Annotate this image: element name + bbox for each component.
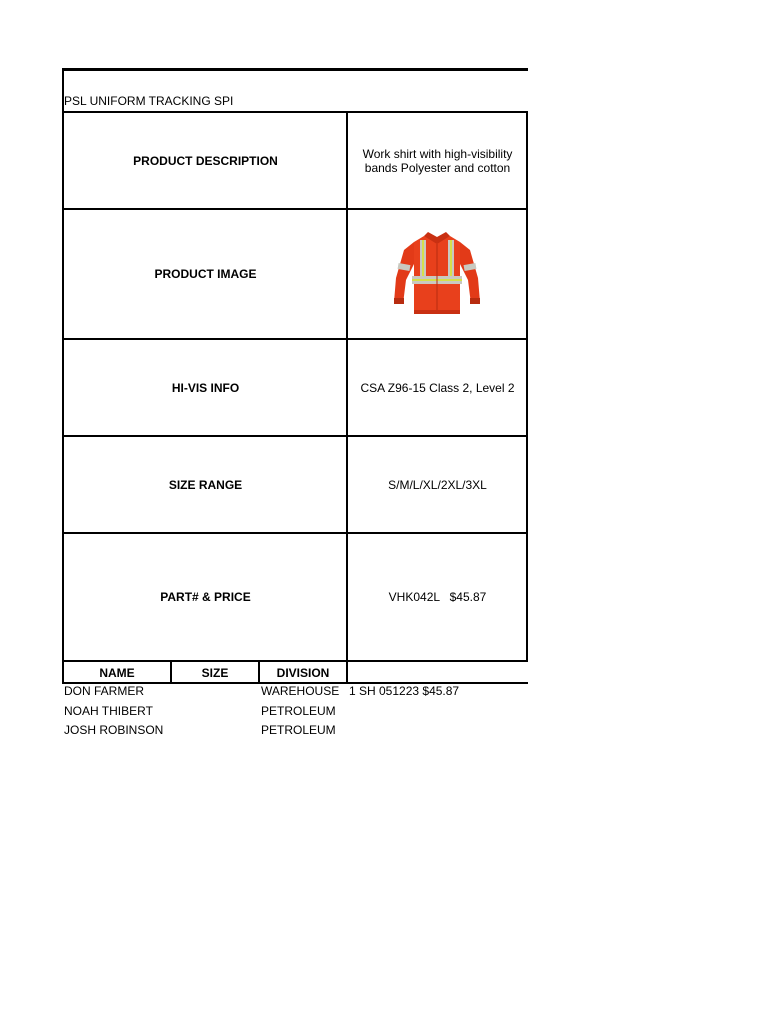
entry-division: PETROLEUM xyxy=(261,704,336,718)
product-description-value xyxy=(348,113,527,208)
size-range-value-text: S/M/L/XL/2XL/3XL xyxy=(388,477,487,492)
hi-vis-info-value-text: CSA Z96-15 Class 2, Level 2 xyxy=(360,380,515,395)
size-header-text: SIZE xyxy=(201,665,229,680)
product-description-line2: bands Polyester and cotton xyxy=(364,160,511,175)
size-range-label-text: SIZE RANGE xyxy=(168,477,243,492)
division-header-text: DIVISION xyxy=(276,665,330,680)
size-header xyxy=(172,662,258,683)
product-image-label-text: PRODUCT IMAGE xyxy=(154,267,257,281)
jacket-image xyxy=(348,210,526,338)
product-description-label-text: PRODUCT DESCRIPTION xyxy=(133,153,278,168)
entry-name: JOSH ROBINSON xyxy=(64,723,164,737)
hi-vis-info-label-text: HI-VIS INFO xyxy=(171,380,240,395)
size-range-value xyxy=(348,437,527,532)
hi-vis-info-label xyxy=(64,340,347,435)
top-border xyxy=(62,68,528,71)
part-price-label-text: PART# & PRICE xyxy=(160,590,251,604)
entry-name: DON FARMER xyxy=(64,684,145,698)
product-image xyxy=(348,210,526,338)
size-range-label xyxy=(64,437,347,532)
name-header-text: NAME xyxy=(99,665,135,680)
entry-note: 1 SH 051223 $45.87 xyxy=(349,684,460,698)
hi-vis-info-value xyxy=(348,340,527,435)
name-header xyxy=(64,662,170,683)
entry-division: PETROLEUM xyxy=(261,723,336,737)
product-image-label xyxy=(64,210,347,338)
sheet-title: PSL UNIFORM TRACKING SPI xyxy=(64,94,234,108)
entry-name: NOAH THIBERT xyxy=(64,704,153,718)
product-description-label xyxy=(64,113,347,208)
part-price-label xyxy=(64,534,347,660)
division-header xyxy=(260,662,346,683)
part-price-value-text: VHK042L $45.87 xyxy=(388,590,487,604)
part-price-value xyxy=(348,534,527,660)
entry-division: WAREHOUSE xyxy=(261,684,340,698)
product-description-line1: Work shirt with high-visibility xyxy=(362,146,513,161)
